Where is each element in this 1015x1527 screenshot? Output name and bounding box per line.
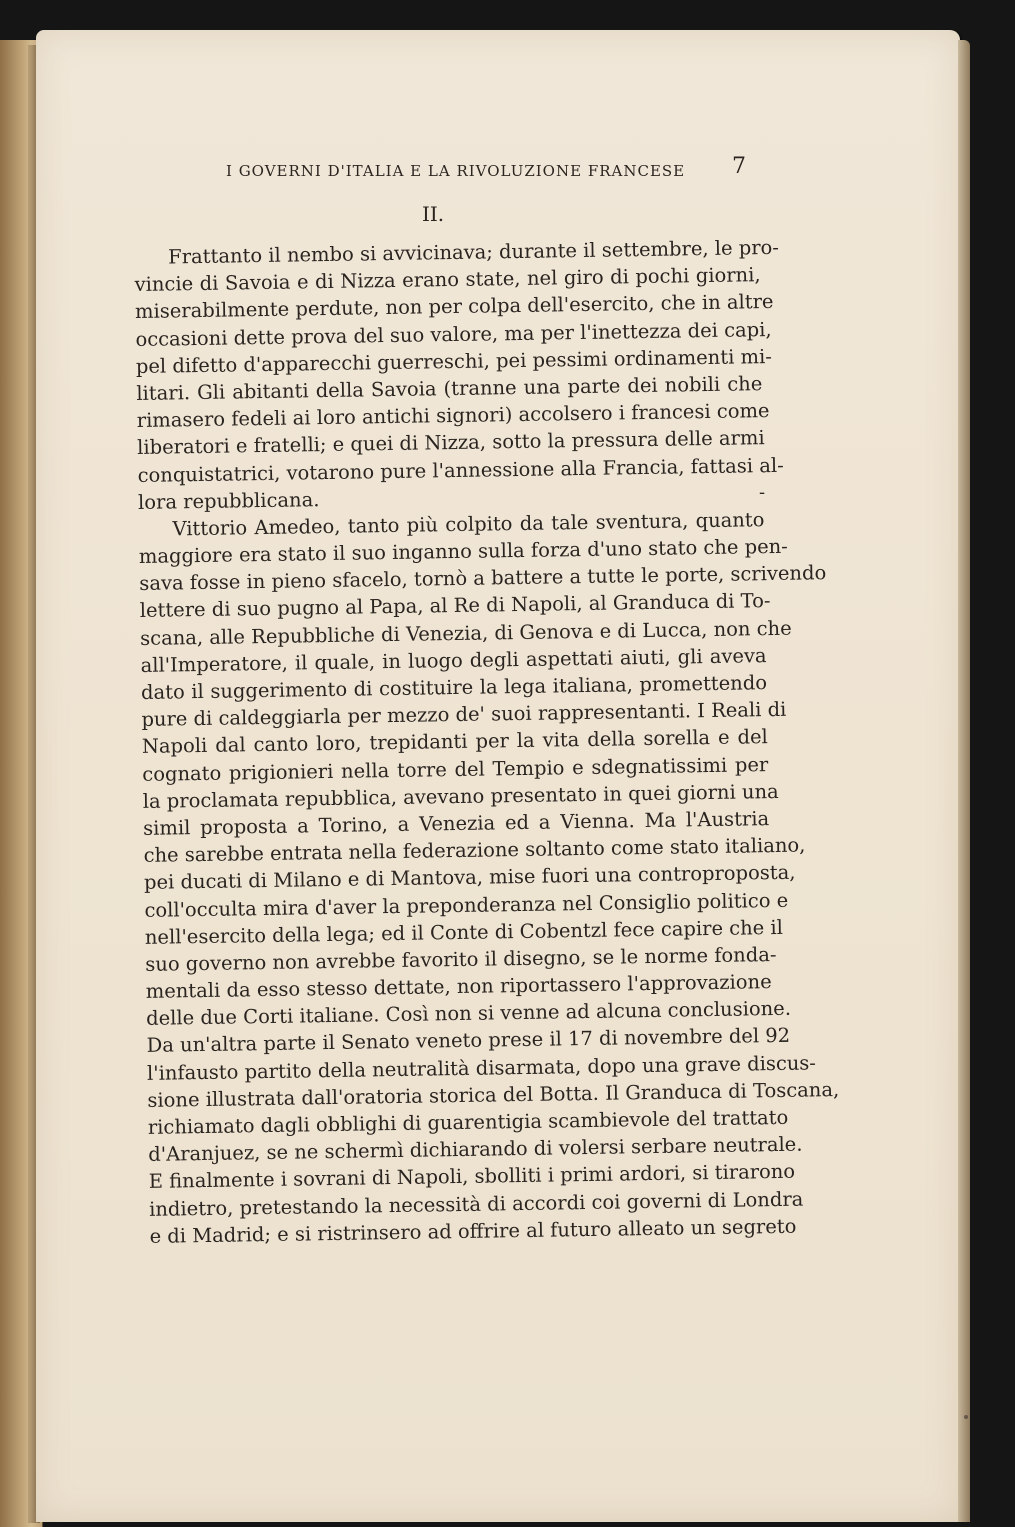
text-line: nell'esercito della lega; ed il Conte di Cobentzl fece capire che il	[144, 915, 784, 949]
text-line: lora repubblicana.	[137, 487, 320, 514]
margin-mark: -	[759, 482, 766, 503]
text-line: maggiore era stato il suo inganno sulla forza d'uno stato che pen-	[138, 534, 788, 569]
text-line: pure di caldeggiarla per mezzo de' suoi rappresentanti. I Reali di	[141, 698, 787, 732]
text-line: E finalmente i sovrani di Napoli, sbolliti i primi ardori, si tirarono	[148, 1160, 796, 1194]
text-line: Da un'altra parte il Senato veneto prese il 17 di novembre del 92	[146, 1024, 791, 1058]
text-line: dato il suggerimento di costituire la lega italiana, promettendo	[140, 671, 768, 704]
text-line: d'Aranjuez, se ne schermì dichiarando di volersi serbare neutrale.	[148, 1132, 803, 1167]
text-line: sione illustrata dall'oratoria storica del Botta. Il Granduca di Toscana,	[147, 1077, 840, 1112]
text-line: l'infausto partito della neutralità disarmata, dopo una grave discus-	[146, 1051, 817, 1085]
text-line: all'Imperatore, il quale, in luogo degli aspettati aiuti, gli aveva	[140, 643, 767, 677]
text-line: occasioni dette prova del suo valore, ma per l'inettezza dei capi,	[135, 317, 772, 351]
book-page	[36, 30, 960, 1522]
paper-spot	[964, 1415, 968, 1419]
text-line: Vittorio Amedeo, tanto più colpito da tale sventura, quanto	[172, 508, 765, 541]
page-number: 7	[732, 154, 746, 179]
text-line: coll'occulta mira d'aver la preponderanza nel Consiglio politico e	[144, 888, 789, 922]
text-line: cognato prigionieri nella torre del Tempio e sdegnatissimi per	[142, 752, 769, 786]
running-header: I GOVERNI D'ITALIA E LA RIVOLUZIONE FRANCESE	[226, 162, 686, 180]
text-line: che sarebbe entrata nella federazione soltanto come stato italiano,	[143, 833, 806, 868]
page-right-edge	[958, 40, 970, 1522]
text-line: e di Madrid; e si ristrinsero ad offrire al futuro alleato un segreto	[149, 1214, 797, 1248]
text-line: vincie di Savoia e di Nizza erano state, nel giro di pochi giorni,	[134, 263, 761, 297]
text-line: indietro, pretestando la necessità di accordi coi governi di Londra	[148, 1187, 804, 1221]
text-line: richiamato dagli obblighi di guarentigia scambievole del trattato	[147, 1105, 789, 1139]
text-line: pel difetto d'apparecchi guerreschi, pei pessimi ordinamenti mi-	[135, 344, 773, 378]
text-line: rimasero fedeli ai loro antichi signori) accolsero i francesi come	[136, 399, 770, 433]
text-line: pei ducati di Milano e di Mantova, mise fuori una controproposta,	[143, 861, 796, 895]
text-line: la proclamata repubblica, avevano presentato in quei giorni una	[142, 779, 779, 813]
text-line: litari. Gli abitanti della Savoia (tranne una parte dei nobili che	[136, 372, 763, 405]
text-line: simil proposta a Torino, a Venezia ed a Vienna. Ma l'Austria	[142, 807, 770, 840]
section-number: II.	[422, 202, 445, 226]
text-line: suo governo non avrebbe favorito il disegno, se le norme fonda-	[145, 942, 777, 976]
text-line: sava fosse in pieno sfacelo, tornò a battere a tutte le porte, scrivendo	[139, 561, 827, 596]
text-line: scana, alle Repubbliche di Venezia, di Genova e di Lucca, non che	[140, 616, 792, 650]
text-line: Napoli dal canto loro, trepidanti per la vita della sorella e del	[141, 725, 769, 759]
text-line: miserabilmente perdute, non per colpa dell'esercito, che in altre	[134, 290, 774, 324]
text-line: delle due Corti italiane. Così non si venne ad alcuna conclusione.	[145, 997, 792, 1031]
text-line: Frattanto il nembo si avvicinava; durante il settembre, le pro-	[168, 235, 780, 269]
text-line: conquistatrici, votarono pure l'annessione alla Francia, fattasi al-	[137, 453, 784, 487]
body-text	[134, 234, 840, 1250]
text-line: liberatori e fratelli; e quei di Nizza, sotto la pressura delle armi	[137, 426, 765, 460]
text-line: lettere di suo pugno al Papa, al Re di Napoli, al Granduca di To-	[139, 589, 771, 623]
text-line: mentali da esso stesso dettate, non riportassero l'approvazione	[145, 970, 772, 1003]
